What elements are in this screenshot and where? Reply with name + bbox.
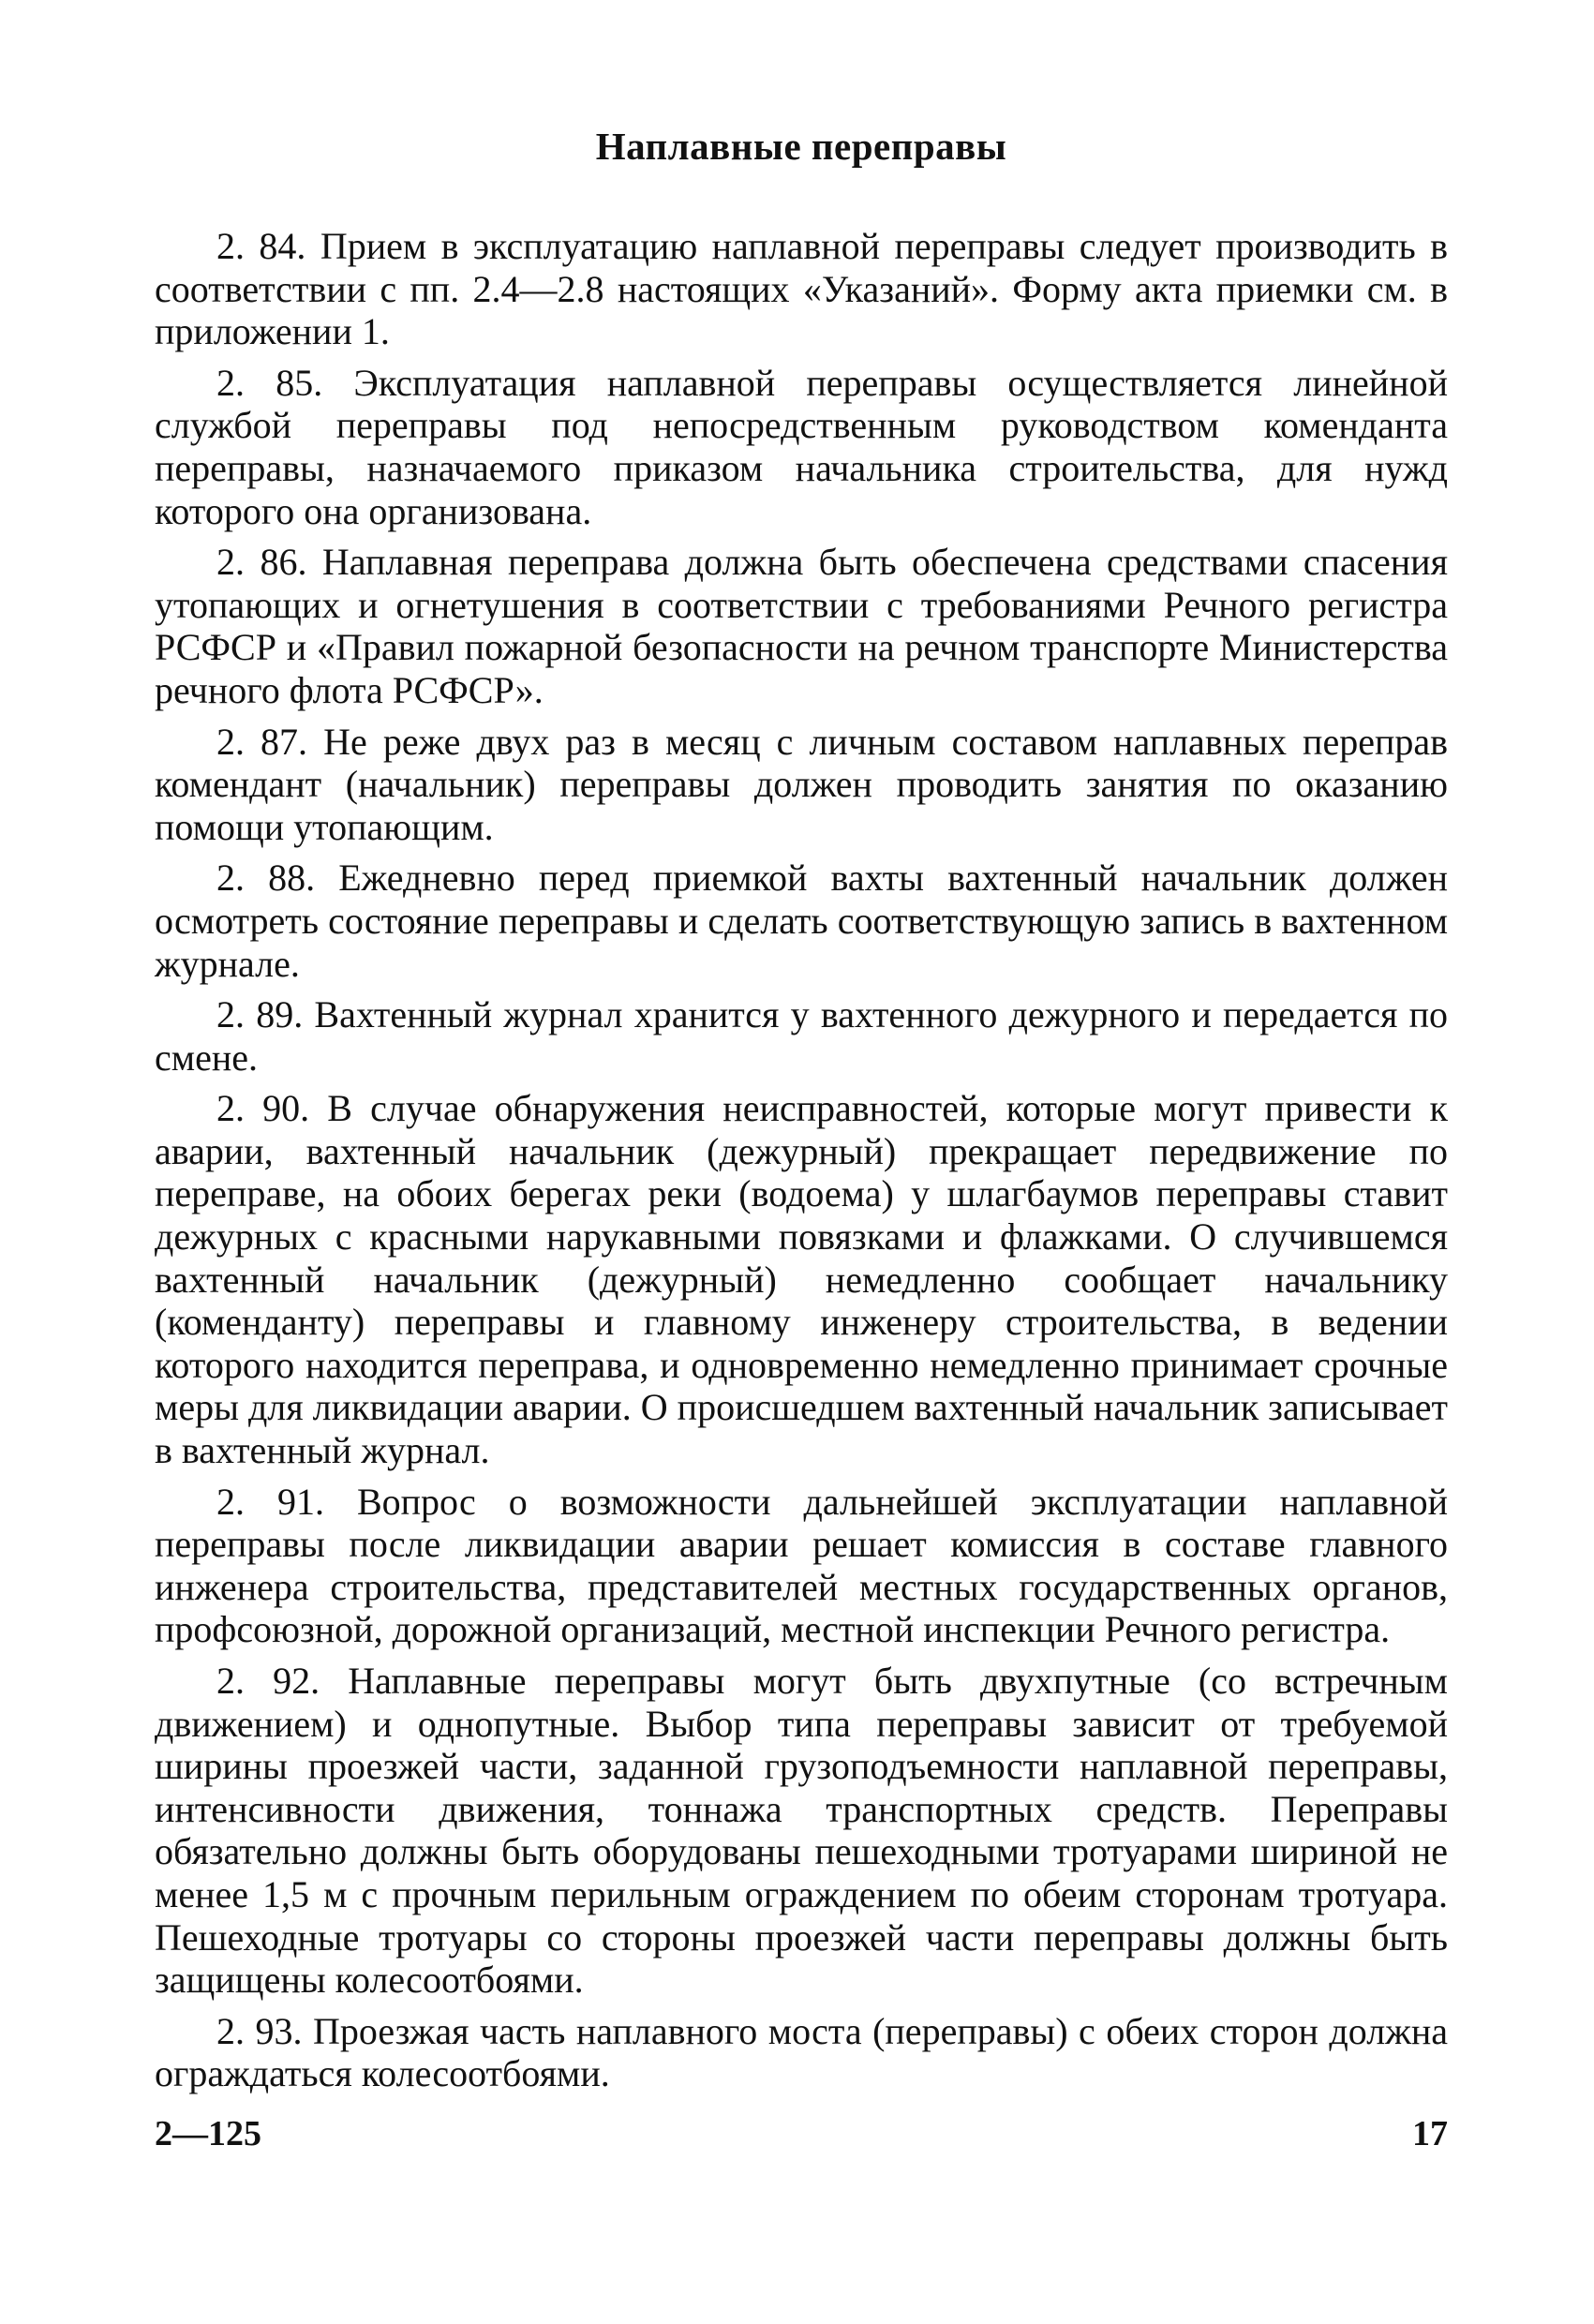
section-heading: Наплавные переправы bbox=[595, 125, 1007, 168]
paragraph-2-91: 2. 91. Вопрос о возможности дальнейшей эксплуатации наплавной переправы после ликвидации аварии решает комиссия в составе главного инженера строительства, представителей местных государственных органов, профсоюзной, дорожной организаций, местной инспекции Речного регистра. bbox=[155, 1480, 1448, 1651]
printer-signature: 2—125 bbox=[155, 2114, 261, 2153]
page-footer bbox=[155, 2113, 1448, 2160]
paragraph-2-86: 2. 86. Наплавная переправа должна быть обеспечена средствами спасения утопающих и огнетушения в соответствии с требованиями Речного регистра РСФСР и «Правил пожарной безопасности на речном транспорте Министерства речного флота РСФСР». bbox=[155, 541, 1448, 711]
paragraph-2-89: 2. 89. Вахтенный журнал хранится у вахтенного дежурного и передается по смене. bbox=[155, 993, 1448, 1079]
paragraph-2-92: 2. 92. Наплавные переправы могут быть двухпутные (со встречным движением) и однопутные. Выбор типа переправы зависит от требуемой ширины проезжей части, заданной грузоподъемности наплавной переправы, интенсивности движения, тоннажа транспортных средств. Переправы обязательно должны быть оборудованы пешеходными тротуарами шириной не менее 1,5 м с прочным перильным ограждением по обеим сторонам тротуара. Пешеходные тротуары со стороны проезжей части переправы должны быть защищены колесоотбоями. bbox=[155, 1660, 1448, 2002]
paragraph-2-84: 2. 84. Прием в эксплуатацию наплавной переправы следует производить в соответствии с пп. 2.4—2.8 настоящих «Указаний». Форму акта приемки см. в приложении 1. bbox=[155, 225, 1448, 353]
page-number: 17 bbox=[1412, 2114, 1448, 2153]
paragraph-2-88: 2. 88. Ежедневно перед приемкой вахты вахтенный начальник должен осмотреть состояние переправы и сделать соответствующую запись в вахтенном журнале. bbox=[155, 857, 1448, 985]
paragraph-2-90: 2. 90. В случае обнаружения неисправностей, которые могут привести к аварии, вахтенный начальник (дежурный) прекращает передвижение по переправе, на обоих берегах реки (водоема) у шлагбаумов переправы ставит дежурных с красными нарукавными повязками и флажками. О случившемся вахтенный начальник (дежурный) немедленно сообщает начальнику (коменданту) переправы и главному инженеру строительства, в ведении которого находится переправа, и одновременно немедленно принимает срочные меры для ликвидации аварии. О происшедшем вахтенный начальник записывает в вахтенный журнал. bbox=[155, 1087, 1448, 1472]
paragraph-2-93: 2. 93. Проезжая часть наплавного моста (переправы) с обеих сторон должна ограждаться колесоотбоями. bbox=[155, 2009, 1448, 2095]
paragraph-2-85: 2. 85. Эксплуатация наплавной переправы осуществляется линейной службой переправы под непосредственным руководством коменданта переправы, назначаемого приказом начальника строительства, для нужд которого она организована. bbox=[155, 361, 1448, 532]
document-page bbox=[155, 112, 1448, 2104]
paragraph-2-87: 2. 87. Не реже двух раз в месяц с личным составом наплавных переправ комендант (начальник) переправы должен проводить занятия по оказанию помощи утопающим. bbox=[155, 720, 1448, 848]
